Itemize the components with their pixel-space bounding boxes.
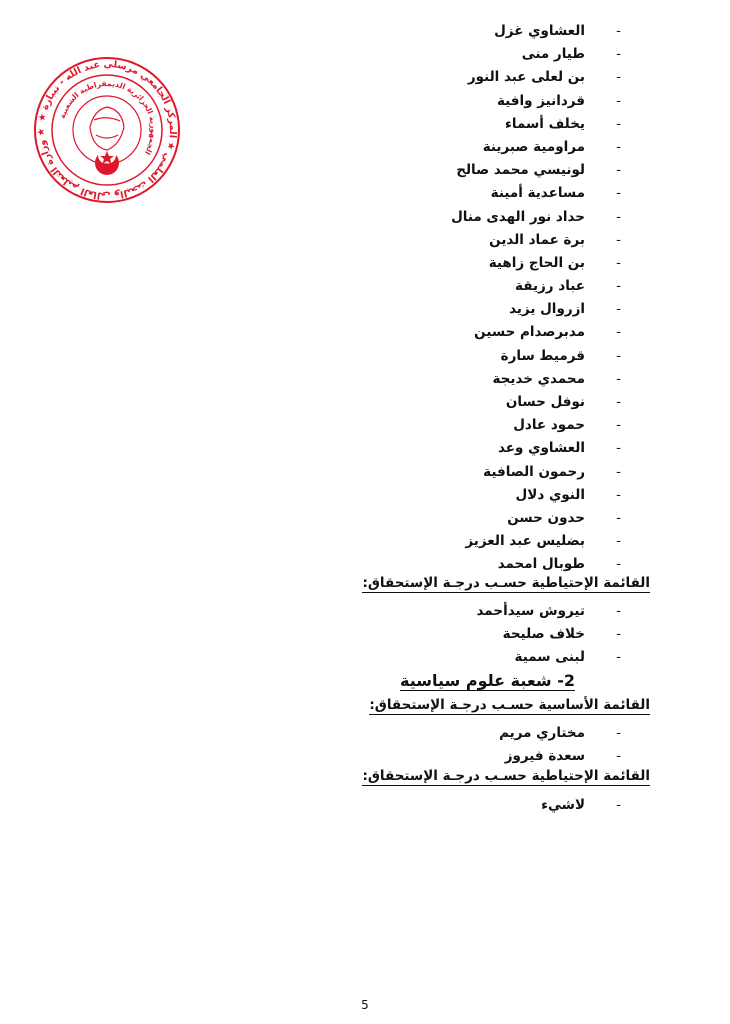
list-item-text: طيار منى — [521, 46, 585, 63]
svg-text:الجمهورية الجزائرية الديمقراطي: الجمهورية الجزائرية الديمقراطية الشعبية — [57, 78, 159, 157]
bullet-dash: - — [616, 324, 621, 341]
list-item-text: قرميط سارة — [500, 347, 585, 364]
list-item-text: حدون حسن — [507, 509, 585, 526]
bullet-dash: - — [616, 509, 621, 526]
bullet-dash: - — [616, 278, 621, 295]
list-item — [165, 113, 621, 136]
list-item-text: بن الحاج زاهية — [488, 254, 585, 271]
list-item — [165, 391, 621, 414]
bullet-dash: - — [616, 649, 621, 666]
list-item — [165, 66, 621, 89]
list-item — [165, 136, 621, 159]
list-item — [165, 321, 621, 344]
list-item-text: مختاري مريم — [499, 725, 585, 741]
bullet-dash: - — [616, 92, 621, 109]
list-item-text: العشاوي وعد — [498, 440, 585, 457]
reserve-list-heading: القائمة الإحتياطية حسـب درجـة الإستحقاق: — [362, 575, 650, 591]
list-item-text: رحمون الصافية — [483, 463, 585, 480]
main-list-political-science-2 — [165, 722, 621, 768]
list-item — [165, 368, 621, 391]
list-item-text: يخلف أسماء — [504, 115, 585, 132]
bullet-dash: - — [616, 185, 621, 202]
official-seal-stamp — [32, 55, 182, 205]
list-item-text: تيروش سيدأحمد — [476, 603, 585, 619]
list-item — [165, 90, 621, 113]
reserve-list-2 — [165, 794, 621, 817]
list-item — [165, 437, 621, 460]
bullet-dash: - — [616, 797, 621, 813]
list-item — [165, 553, 621, 576]
list-item-text: مدبرصدام حسين — [474, 324, 585, 341]
list-item — [165, 298, 621, 321]
bullet-dash: - — [616, 254, 621, 271]
main-list-heading: القائمة الأساسية حسـب درجـة الإستحقاق: — [369, 697, 650, 713]
bullet-dash: - — [616, 603, 621, 619]
list-item-text: عباد رزيقة — [515, 278, 585, 295]
bullet-dash: - — [616, 46, 621, 63]
bullet-dash: - — [616, 556, 621, 573]
list-item — [165, 275, 621, 298]
list-item-text: ازروال يزيد — [509, 301, 585, 318]
bullet-dash: - — [616, 725, 621, 741]
bullet-dash: - — [616, 533, 621, 550]
svg-text:★ وزارة التعليم العالي والبحث: ★ وزارة التعليم العالي والبحث العلمي ★ المركز الجامعي مرسلي عبد الله - تيبازة ★ — [35, 58, 179, 202]
list-item — [165, 623, 621, 646]
section-title-political-science: 2- شعبة علوم سياسية — [400, 671, 575, 690]
list-item-text: مساعدية أمينة — [490, 185, 585, 202]
list-item-text: حداد نور الهدى منال — [451, 208, 585, 225]
bullet-dash: - — [616, 370, 621, 387]
list-item-text: برة عماد الدين — [489, 231, 585, 248]
bullet-dash: - — [616, 394, 621, 410]
main-list-political-science-1 — [165, 20, 621, 577]
bullet-dash: - — [616, 208, 621, 225]
list-item — [165, 229, 621, 252]
bullet-dash: - — [616, 23, 621, 39]
bullet-dash: - — [616, 440, 621, 457]
bullet-dash: - — [616, 231, 621, 248]
list-item — [165, 43, 621, 66]
bullet-dash: - — [616, 463, 621, 480]
list-item-text: لبنى سمية — [514, 649, 585, 666]
bullet-dash: - — [616, 162, 621, 179]
list-item — [165, 722, 621, 745]
list-item — [165, 159, 621, 182]
bullet-dash: - — [616, 138, 621, 155]
list-item — [165, 530, 621, 553]
list-item-text: محمدي خديجة — [492, 370, 585, 387]
list-item — [165, 484, 621, 507]
list-item-text: مراومية صبرينة — [482, 138, 585, 155]
bullet-dash: - — [616, 417, 621, 434]
list-item-text: لاشيء — [541, 797, 585, 813]
list-item-text: حمود عادل — [513, 417, 585, 434]
list-item-text: قردانيز وافية — [496, 92, 585, 109]
list-item-text: طوبال امحمد — [497, 556, 585, 573]
list-item — [165, 507, 621, 530]
list-item — [165, 252, 621, 275]
list-item — [165, 461, 621, 484]
bullet-dash: - — [616, 748, 621, 765]
list-item — [165, 20, 621, 43]
bullet-dash: - — [616, 486, 621, 503]
bullet-dash: - — [616, 301, 621, 318]
page-number: 5 — [361, 998, 369, 1012]
list-item-text: سعدة فيروز — [504, 748, 585, 765]
list-item-text: لونيسي محمد صالح — [456, 162, 585, 179]
list-item-text: النوي دلال — [515, 486, 585, 503]
reserve-list-heading: القائمة الإحتياطية حسـب درجـة الإستحقاق: — [362, 768, 650, 784]
bullet-dash: - — [616, 115, 621, 132]
bullet-dash: - — [616, 69, 621, 86]
list-item — [165, 745, 621, 768]
list-item — [165, 600, 621, 623]
list-item — [165, 206, 621, 229]
list-item-text: خلاف صليحة — [502, 626, 585, 643]
reserve-list-1 — [165, 600, 621, 670]
bullet-dash: - — [616, 347, 621, 364]
list-item — [165, 182, 621, 205]
bullet-dash: - — [616, 626, 621, 643]
list-item — [165, 345, 621, 368]
list-item — [165, 794, 621, 817]
list-item-text: العشاوي غزل — [494, 23, 585, 39]
list-item — [165, 414, 621, 437]
list-item-text: بضليس عبد العزيز — [465, 533, 585, 550]
list-item — [165, 646, 621, 669]
list-item-text: نوفل حسان — [505, 394, 585, 410]
list-item-text: بن لعلى عبد النور — [467, 69, 585, 86]
